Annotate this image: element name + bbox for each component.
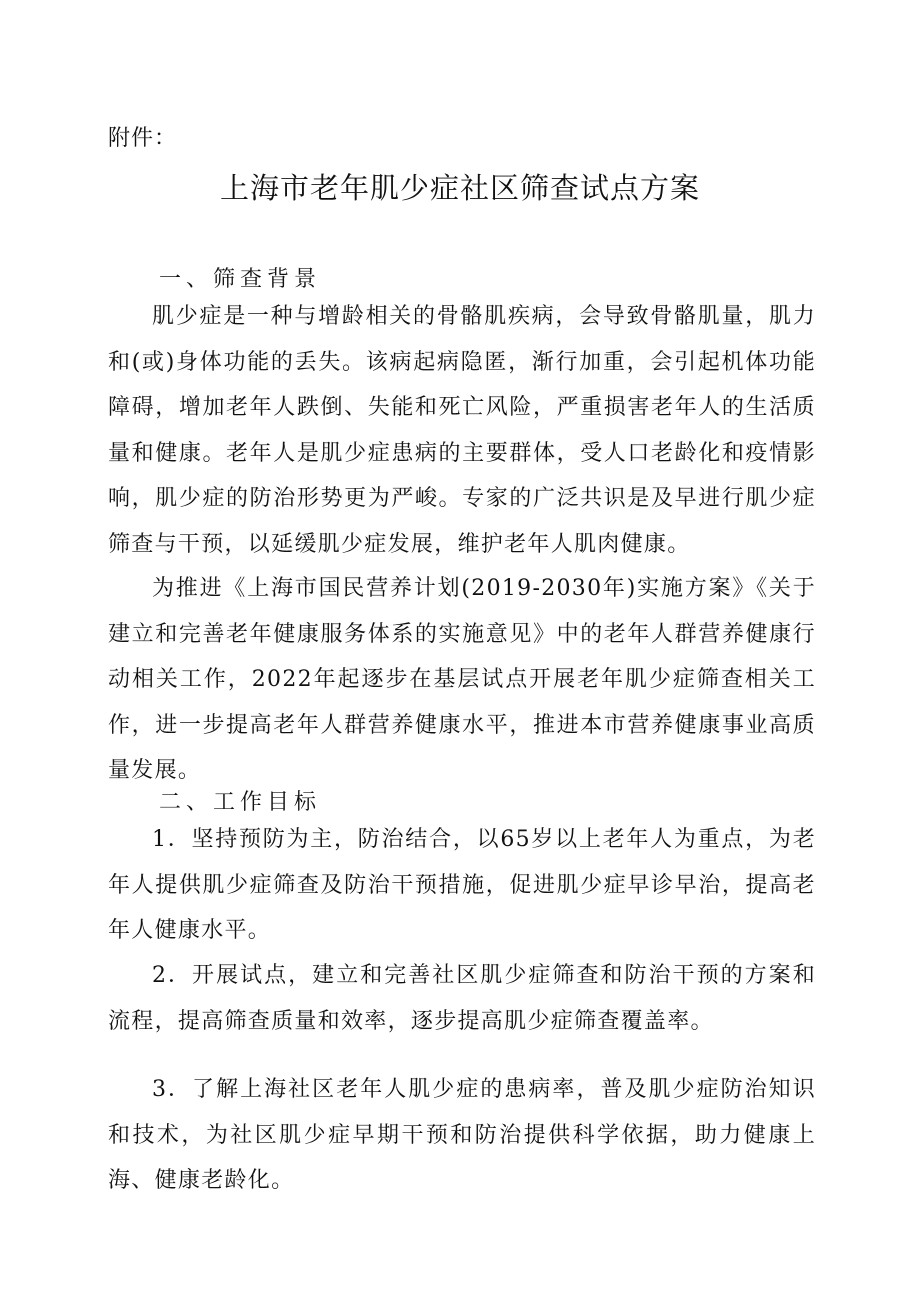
section-heading-background: 一、筛查背景 <box>159 267 322 292</box>
attachment-label: 附件： <box>108 126 178 151</box>
goal-item-3: 3．了解上海社区老年人肌少症的患病率，普及肌少症防治知识和技术，为社区肌少症早期干预和防治提供科学依据，助力健康上海、健康老龄化。 <box>108 1077 816 1193</box>
goal-item-2: 2．开展试点，建立和完善社区肌少症筛查和防治干预的方案和流程，提高筛查质量和效率，逐步提高肌少症筛查覆盖率。 <box>108 963 816 1034</box>
paragraph-background-2: 为推进《上海市国民营养计划(2019-2030年)实施方案》《关于建立和完善老年健康服务体系的实施意见》中的老年人群营养健康行动相关工作，2022年起逐步在基层试点开展老年肌少症筛查相关工作，进一步提高老年人群营养健康水平，推进本市营养健康事业高质量发展。 <box>108 576 816 783</box>
paragraph-background-1: 肌少症是一种与增龄相关的骨骼肌疾病，会导致骨骼肌量，肌力和(或)身体功能的丢失。该病起病隐匿，渐行加重，会引起机体功能障碍，增加老年人跌倒、失能和死亡风险，严重损害老年人的生活质量和健康。老年人是肌少症患病的主要群体，受人口老龄化和疫情影响，肌少症的防治形势更为严峻。专家的广泛共识是及早进行肌少症筛查与干预，以延缓肌少症发展，维护老年人肌肉健康。 <box>108 304 816 557</box>
goal-item-1: 1．坚持预防为主，防治结合，以65岁以上老年人为重点，为老年人提供肌少症筛查及防治干预措施，促进肌少症早诊早治，提高老年人健康水平。 <box>108 827 816 943</box>
section-heading-goals: 二、工作目标 <box>159 790 322 815</box>
document-title: 上海市老年肌少症社区筛查试点方案 <box>219 171 700 205</box>
